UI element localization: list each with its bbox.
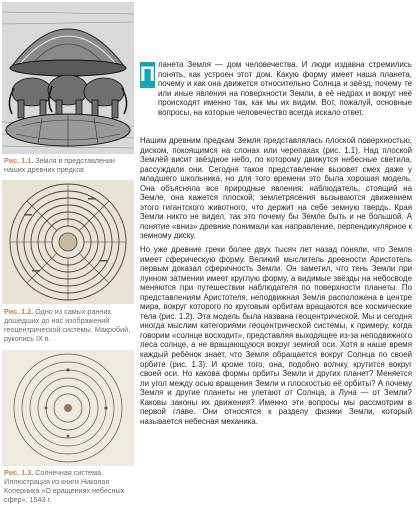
- geocentric-circles-diagram: [2, 180, 134, 304]
- caption-ref: Рис. 1.1.: [4, 156, 34, 165]
- caption-text: Земля в представлении наших древних предков: [4, 156, 115, 174]
- paragraph-1: ланета Земля — дом человечества. И люди издавна стремились понять, как устроен этот дом. Какую форму имеет наша планета, почему и как она движется относительно Солнца и звёзд, почему те или иные явления на поверхности Земли, в её недрах и вокруг неё происходят именно так, как мы их видим. Вот, пожалуй, основные вопросы, на которые человечество всегда искало ответ.: [158, 60, 412, 117]
- copernican-orbits-diagram: [2, 350, 134, 466]
- caption-text: Одно из самых ранних дошедших до нас изображений геоцентрической системы. Макробий, рукопись IX в.: [4, 307, 131, 343]
- elephants-turtle-engraving: [2, 2, 134, 154]
- caption-ref: Рис. 1.3.: [4, 468, 34, 477]
- figure-1-3-caption: [4, 468, 134, 504]
- text-column: [140, 136, 412, 430]
- figure-column: [0, 0, 136, 530]
- figure-1-2: [2, 180, 134, 304]
- caption-text: Солнечная система. Иллюстрация из книги Николая Коперника «О вращениях небесных сфер», 1543 г.: [4, 468, 125, 504]
- figure-1-3: [2, 350, 134, 466]
- paragraph-2: Нашим древним предкам Земля представлялась плоской поверхностью, диском, покоящимся на слонах или черепахах (рис. 1.1). Над плоской Землёй висит звёздное небо, по которому движутся небесные светила, рассуждали они. Сегодня такое представление вызовет смех даже у младшего школьника, но для того времени это была хорошая модель. Она объясняла все природные явления: наблюдатель, стоящий на Земле, она кажется плоской; землетрясения вызываются движением этого гигантского животного, что держит на себе земную твердь. Края Земли никто не видел, так это почему бы Земле быть и не большой. А понятие «вниз» древние понимали как направление, перпендикулярное к земному диску.: [140, 136, 412, 241]
- figure-1-1-caption: [4, 156, 134, 174]
- drop-cap: П: [140, 63, 156, 86]
- figure-1-1: [2, 2, 134, 154]
- paragraph-3: Но уже древние греки более двух тысяч лет назад поняли, что Земля имеет сферическую форму. Великий мыслитель древности Аристотель первым доказал сферичность Земли. Он заметил, что тень Земли при лунном затмении имеет круглую форму, а видимые звёзды на небосводе меняются при путешествии наблюдателя по поверхности планеты. По представлениям Аристотеля, неподвижная Земля расположена в центре мира, вокруг которого по круговым орбитам вращаются все космические тела (рис. 1.2). Эта модель была названа геоцентрической. Мы и сегодня иногда мыслим категориями геоцентрической системы, к примеру, когда говорим «солнце восходит», представляя выходящее из-за неподвижного леса солнце, а не вращающуюся вокруг земной оси. Хотя в наше время каждый ребёнок знает, что Земля обращается вокруг Солнца по своей орбите (рис. 1.3). И кроме того, она, подобно волчку, крутится вокруг своей оси. Но какова формы орбиты Земли и других планет? Меняется ли угол между осью вращения Земли и плоскостью её орбиты? А почему Земля и другие планеты не улетают от Солнца, а Луна — от Земли? Каковы законы их движения? Именно эти вопросы мы рассмотрим в первой главе. Они относятся к разделу физики Земли, который называется небесная механика.: [140, 245, 412, 426]
- paragraph-1-container: [158, 60, 412, 121]
- figure-1-2-caption: [4, 307, 134, 343]
- caption-ref: Рис. 1.2.: [4, 307, 34, 316]
